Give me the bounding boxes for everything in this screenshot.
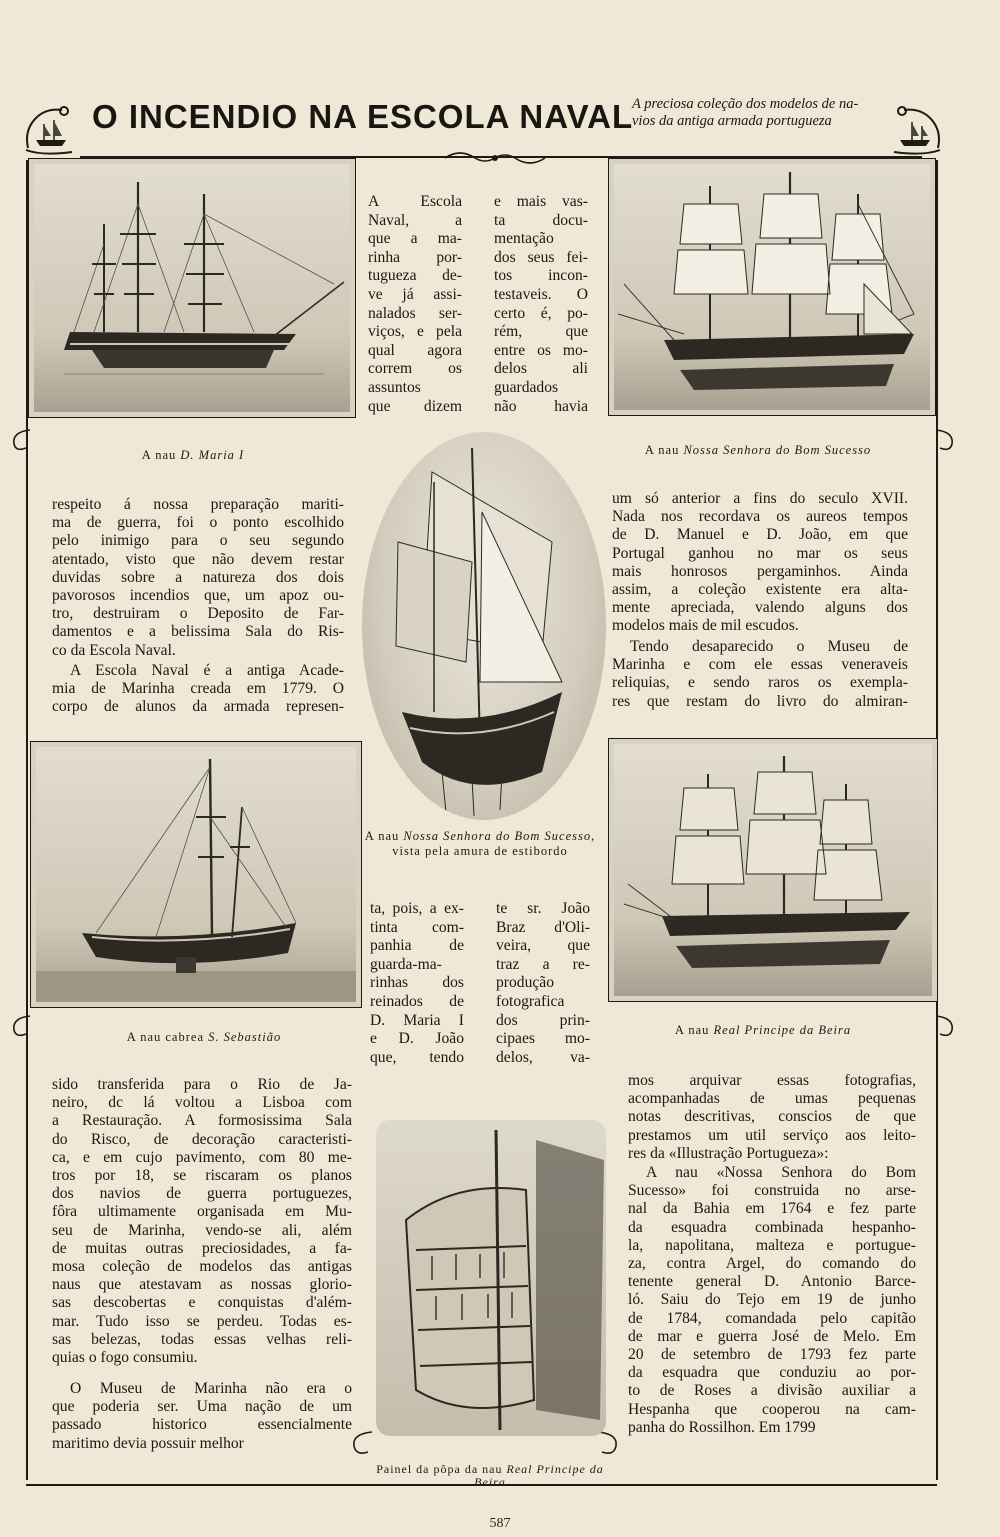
text-line: a Restauração. A formosissima Sala — [52, 1112, 352, 1130]
text-line: tenente general D. Antonio Barce- — [628, 1273, 916, 1291]
text-line: za, contra Argel, do comando do — [628, 1255, 916, 1273]
text-line: ve já assi- — [368, 285, 462, 303]
text-line: quias o fogo consumiu. — [52, 1349, 198, 1367]
text-line: ta docu- — [494, 211, 588, 229]
text-line: Tendo desaparecido o Museu de — [630, 638, 908, 655]
caption-prefix: A nau — [674, 1023, 710, 1037]
text-line: O Museu de Marinha não era o — [70, 1380, 352, 1397]
page-subtitle — [632, 96, 872, 130]
photo-caption — [30, 1030, 378, 1045]
text-line: panha do Rossilhon. Em 1799 — [628, 1418, 816, 1436]
text-line: cipaes mo- — [496, 1030, 590, 1048]
photo-caption — [360, 829, 600, 859]
page-number: 587 — [489, 1516, 511, 1531]
text-column-left-2 — [52, 662, 344, 717]
text-line: de mar e guerra José de Melo. Em — [628, 1327, 916, 1345]
text-line: qual agora — [368, 341, 462, 359]
text-line: to de Roses a divisão auxiliar a — [628, 1382, 916, 1400]
text-line: acompanhadas de umas pequenas — [628, 1090, 916, 1108]
text-column-right-2 — [612, 638, 908, 711]
caption-rest: , vista pela amura de estibordo — [392, 829, 596, 858]
photo-caption — [30, 448, 356, 463]
text-line: nal da Bahia em 1764 e fez parte — [628, 1200, 916, 1218]
text-line: modelos mais de mil escudos. — [612, 617, 799, 635]
text-line: Hespanha que cooperou na cam- — [628, 1400, 916, 1418]
text-column-bottom-left-1 — [52, 1076, 352, 1367]
caption-prefix: A nau — [364, 829, 400, 843]
text-line: delos ali — [494, 360, 588, 378]
text-line: seu de Marinha, vendo-se ali, além — [52, 1221, 352, 1239]
text-line: te sr. João — [496, 900, 590, 917]
text-line: pavorosos incendios que, um apoz ou- — [52, 587, 344, 605]
text-line: D. Maria I — [370, 1011, 464, 1029]
text-line: mar. Tudo isso se perdeu. Todas es- — [52, 1312, 352, 1330]
scroll-ornament-icon — [930, 426, 958, 454]
text-line: Naval, a — [368, 211, 462, 229]
scroll-ornament-icon — [348, 1428, 378, 1458]
caption-prefix: A nau — [644, 443, 680, 457]
caption-prefix: A nau cabrea — [126, 1030, 204, 1044]
text-line: atentado, visto que não devem restar — [52, 550, 344, 568]
text-column-top-left-narrow — [368, 193, 462, 416]
text-line: A Escola — [368, 193, 462, 210]
text-line: dos seus fei- — [494, 248, 588, 266]
text-line: Portugal ganhou no mar os seus — [612, 544, 908, 562]
text-line: neiro, dc lá voltou a Lisboa com — [52, 1094, 352, 1112]
text-line: certo é, po- — [494, 304, 588, 322]
text-line: guarda-ma- — [370, 955, 442, 973]
text-line: sas belezas, todas essas velhas reli- — [52, 1330, 352, 1348]
text-line: que dizem — [368, 397, 462, 415]
caption-ship-name: S. Sebastião — [208, 1030, 282, 1044]
caption-ship-name: Nossa Senhora do Bom Sucesso — [683, 443, 872, 457]
text-line: de muitas outras preciosidades, a fa- — [52, 1239, 352, 1257]
text-line: Marinha e com ele essas veneraveis — [612, 656, 908, 674]
photo-caption — [608, 1023, 918, 1038]
text-line: panhia de — [370, 937, 464, 955]
text-line: ma de guerra, foi o ponto escolhido — [52, 514, 344, 532]
text-column-right-1 — [612, 490, 908, 636]
ship-ornament-icon — [886, 100, 944, 158]
photo-nau-real-principe-da-beira — [608, 738, 938, 1002]
text-line: A Escola Naval é a antiga Acade- — [70, 662, 344, 679]
text-line: corpo de alunos da armada represen- — [52, 698, 344, 716]
text-column-bottom-left-2 — [52, 1380, 352, 1453]
text-line: mia de Marinha creada em 1779. O — [52, 680, 344, 698]
text-line: fôra ultimamente organisada em Mu- — [52, 1203, 352, 1221]
text-line: sas descobertas e conquistas d'além- — [52, 1294, 352, 1312]
text-line: entre os mo- — [494, 341, 588, 359]
scroll-ornament-icon — [930, 1012, 958, 1040]
text-line: ca, e em cujo pavimento, com 80 me- — [52, 1148, 352, 1166]
text-line: res que restam do livro do almiran- — [612, 692, 908, 710]
subtitle-line: vios da antiga armada portugueza — [632, 113, 832, 129]
text-line: de 1784, comandada pelo capitão — [628, 1309, 916, 1327]
text-line: que a ma- — [368, 230, 462, 248]
text-line: A nau «Nossa Senhora do Bom — [646, 1164, 916, 1181]
text-line: maritimo devia possuir melhor — [52, 1434, 244, 1452]
text-line: nalados ser- — [368, 304, 462, 322]
text-line: testaveis. O — [494, 285, 588, 303]
text-line: sido transferida para o Rio de Ja- — [52, 1076, 352, 1093]
page-title: O INCENDIO NA ESCOLA NAVAL — [92, 98, 634, 135]
text-line: mentação — [494, 230, 554, 248]
text-line: delos, va- — [496, 1048, 590, 1066]
caption-ship-name: Real Principe da Beira — [474, 1462, 604, 1489]
caption-ship-name: Real Principe da Beira — [713, 1023, 852, 1037]
text-line: pelo inimigo para o seu segundo — [52, 532, 344, 550]
text-column-mid-left-narrow — [370, 900, 464, 1067]
text-line: e D. João — [370, 1030, 464, 1048]
text-line: da esquadra combinada hespanho- — [628, 1218, 916, 1236]
photo-nau-bom-sucesso — [608, 158, 936, 416]
photo-nau-d-maria-i — [28, 158, 356, 418]
text-line: correm os — [368, 360, 462, 378]
text-line: rinhas dos — [370, 974, 464, 992]
caption-prefix: Painel da pôpa da nau — [376, 1462, 503, 1476]
text-line: assim, a coleção existente era alta- — [612, 581, 908, 599]
text-line: Nada nos recordava os aureos tempos — [612, 508, 908, 526]
caption-prefix: A nau — [141, 448, 177, 462]
text-column-left-1 — [52, 496, 344, 660]
photo-caption — [608, 443, 908, 458]
scroll-ornament-icon — [440, 148, 550, 168]
text-line: guardados — [494, 378, 559, 396]
photo-caption — [370, 1463, 610, 1489]
text-line: dos prin- — [496, 1011, 590, 1029]
text-line: 20 de setembro de 1793 fez parte — [628, 1346, 916, 1364]
text-line: passado historico essencialmente — [52, 1416, 352, 1434]
text-line: que, tendo — [370, 1048, 464, 1066]
text-line: reinados de — [370, 992, 464, 1010]
text-line: notas descritivas, conscios de que — [628, 1108, 916, 1126]
text-column-mid-right-narrow — [496, 900, 590, 1067]
text-line: produção — [496, 974, 555, 992]
text-line: assuntos — [368, 378, 421, 396]
text-line: e mais vas- — [494, 193, 588, 210]
text-line: mais honrosos pergaminhos. Ainda — [612, 562, 908, 580]
text-line: duvidas sobre a natureza dos dois — [52, 568, 344, 586]
text-column-top-right-narrow — [494, 193, 588, 416]
text-line: prestamos um util serviço aos leito- — [628, 1126, 916, 1144]
text-line: tos incon- — [494, 267, 588, 285]
text-column-bottom-right-1 — [628, 1072, 916, 1163]
text-line: rinha por- — [368, 248, 462, 266]
text-line: la, napolitana, malteza e portugue- — [628, 1236, 916, 1254]
text-line: reliquias, e sendo raros os exempla- — [612, 674, 908, 692]
text-line: um só anterior a fins do seculo XVII. — [612, 490, 908, 507]
text-line: damentos e a belissima Sala do Ris- — [52, 623, 344, 641]
text-line: dos navios de guerra portuguezes, — [52, 1185, 352, 1203]
text-line: do Risco, de decoração caracteristi- — [52, 1130, 352, 1148]
text-line: Braz d'Oli- — [496, 918, 590, 936]
photo-nau-cabrea-s-sebastiao — [30, 741, 362, 1008]
text-line: tro, destruiram o Deposito de Far- — [52, 605, 344, 623]
text-line: ta, pois, a ex- — [370, 900, 464, 917]
text-line: mente apreciada, valendo alguns dos — [612, 599, 908, 617]
text-line: Sucesso» foi construida no arse- — [628, 1182, 916, 1200]
text-column-bottom-right-2 — [628, 1164, 916, 1437]
text-line: naus que atestavam as nossas glorio- — [52, 1276, 352, 1294]
text-line: tinta com- — [370, 918, 464, 936]
photo-nau-bom-sucesso-oval — [362, 432, 606, 820]
text-line: ló. Saiu do Tejo em 19 de junho — [628, 1291, 916, 1309]
text-line: fotografica — [496, 992, 565, 1010]
text-line: tugueza de- — [368, 267, 462, 285]
text-line: co da Escola Naval. — [52, 641, 176, 659]
text-line: da esquadra que conduziu ao por- — [628, 1364, 916, 1382]
caption-ship-name: Nossa Senhora do Bom Sucesso — [403, 829, 592, 843]
text-line: mos arquivar essas fotografias, — [628, 1072, 916, 1089]
ship-ornament-icon — [22, 100, 80, 158]
text-line: tros por 18, se riscaram os planos — [52, 1167, 352, 1185]
text-line: rém, que — [494, 323, 588, 341]
caption-ship-name: D. Maria I — [180, 448, 245, 462]
text-line: que poderia ser. Uma nação de um — [52, 1398, 352, 1416]
text-line: de D. Manuel e D. João, em que — [612, 526, 908, 544]
text-line: viços, e pela — [368, 323, 462, 341]
text-line: mosa coleção de modelos das antigas — [52, 1258, 352, 1276]
photo-painel-popa — [376, 1120, 606, 1436]
text-line: res da «Illustração Portugueza»: — [628, 1144, 829, 1162]
text-line: não havia — [494, 397, 588, 415]
text-line: traz a re- — [496, 955, 590, 973]
subtitle-line: A preciosa coleção dos modelos de na- — [632, 96, 859, 112]
text-line: veira, que — [496, 937, 590, 955]
text-line: respeito á nossa preparação mariti- — [52, 496, 344, 513]
